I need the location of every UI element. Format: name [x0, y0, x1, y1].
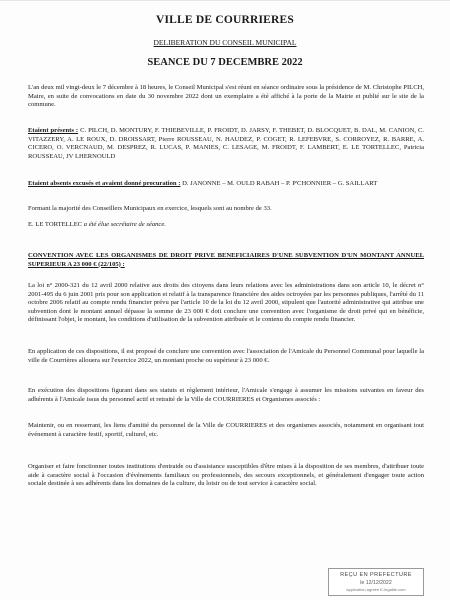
secretary-text: a été élue secrétaire de séance. [83, 221, 166, 228]
absents-label: Etaient absents excusés et avaient donné procuration : [28, 180, 181, 187]
convocation-paragraph [28, 84, 424, 110]
stamp-date: le 12/12/2022 [360, 580, 392, 586]
subject-heading [28, 252, 424, 269]
stamp-application: application agréée E-legalite.com [346, 587, 406, 592]
body-paragraph-4 [28, 422, 424, 439]
body-paragraph-2 [28, 348, 424, 365]
seance-date-heading: SEANCE DU 7 DECEMBRE 2022 [147, 57, 303, 68]
body-text-3: En exécution des dispositions figurant dans ses statuts et règlement intérieur, l'Amicale s'engage à assumer les missions suivantes en faveur des adhérents à l'Amicale issus du personnel actif et retraité de la Ville de COURRIERES et Organismes associés : [28, 387, 424, 403]
absents-paragraph [28, 180, 424, 189]
quorum-text: Formant la majorité des Conseillers Municipaux en exercice, lesquels sont au nombre de 33. [28, 205, 272, 212]
commune-title: VILLE DE COURRIERES [156, 14, 294, 26]
page-edge [0, 0, 450, 1]
document-type: DELIBERATION DU CONSEIL MUNICIPAL [153, 38, 297, 47]
body-paragraph-1 [28, 282, 424, 325]
presents-list: C. PILCH, D. MONTURY, F. THIEBEVILLE, P. FROIDT, D. JARSY, F. THEBET, D. BLOCQUET, B. DAL, M. CANION, C. VITAZZERY, A. LE ROUX, D. DROISSART, Pierre ROUSSEAU, N. HAUDEZ, P. COGET, R. LEFEBVRE, S. CORROYEZ, R. BARRE, A. CICERO, O. VERCNAUD, M. DESPREZ, R. LUCAS, P. MANIES, C. LESAGE, M. FROIDT, F. LAMBERT, E. LE TORTELLEC, Patricia ROUSSEAU, JV LHERNOULD [28, 127, 425, 160]
absents-list: D. JANONNE – M. OULD RABAH – P. P'CHONNIER – G. SAILLART [182, 180, 378, 187]
body-paragraph-3 [28, 387, 424, 404]
body-paragraph-5 [28, 463, 424, 489]
subject-text: CONVENTION AVEC LES ORGANISMES DE DROIT PRIVE BENEFICIAIRES D'UNE SUBVENTION D'UN MONTANT ANNUEL SUPERIEUR A 23 000 € (22/105) : [28, 252, 424, 268]
body-text-5: Organiser et faire fonctionner toutes institutions d'entraide ou d'assistance susceptibles d'être mises à la disposition de ses membres, d'attribuer toute aide à caractère social à l'occasion d'événements familiaux ou professionnels, des secours exceptionnels, et généralement d'engager toute action sociale destinée à ses adhérents dans les domaines de la culture, du loisir ou de tout service à caractère social. [28, 463, 424, 488]
quorum-paragraph [28, 205, 424, 214]
body-text-1: La loi n° 2000-321 du 12 avril 2000 relative aux droits des citoyens dans leurs relations avec les administrations dans son article 10, le décret n° 2001-495 du 6 juin 2001 pris pour son application et relatif à la transparence financière des aides octroyées par les personnes publiques, l'arrêté du 11 octobre 2006 relatif au compte rendu financier prévu par l'article 10 de la loi du 12 avril 2000, stipulent que l'autorité administrative qui attribue une subvention dont le montant annuel dépasse la somme de 23 000 € doit conclure une convention avec l'organisme de droit privé qui en bénéficie, définissant l'objet, le montant, les conditions d'utilisation de la subvention attribuée et le contenu du compte rendu financier. [28, 282, 424, 324]
presents-label: Etaient présents : [28, 127, 79, 134]
body-text-4: Maintenir, ou en resserrant, les liens d'amitié du personnel de la Ville de COURRIERES et des organismes associés, notamment en organisant tout événement à caractère festif, sportif, culturel, etc. [28, 422, 424, 438]
convocation-text: L'an deux mil vingt-deux le 7 décembre à 18 heures, le Conseil Municipal s'est réuni en séance ordinaire sous la présidence de M. Christophe PILCH, Maire, en suite de convocations en date du 30 novembre 2022 dont un exemplaire a été affiché à la porte de la Mairie et publié sur le site de la commune. [28, 84, 424, 109]
prefecture-stamp [328, 568, 424, 596]
presents-paragraph [28, 127, 424, 161]
secretary-paragraph [28, 221, 424, 230]
stamp-title: REÇU EN PREFECTURE [340, 572, 412, 578]
body-text-2: En application de ces dispositions, il est proposé de conclure une convention avec l'association de l'Amicale du Personnel Communal pour laquelle la ville de Courrières allouera sur l'exercice 2022, un montant proche ou supérieur à 23 000 €. [28, 348, 424, 364]
secretary-name: E. LE TORTELLEC [28, 221, 83, 228]
